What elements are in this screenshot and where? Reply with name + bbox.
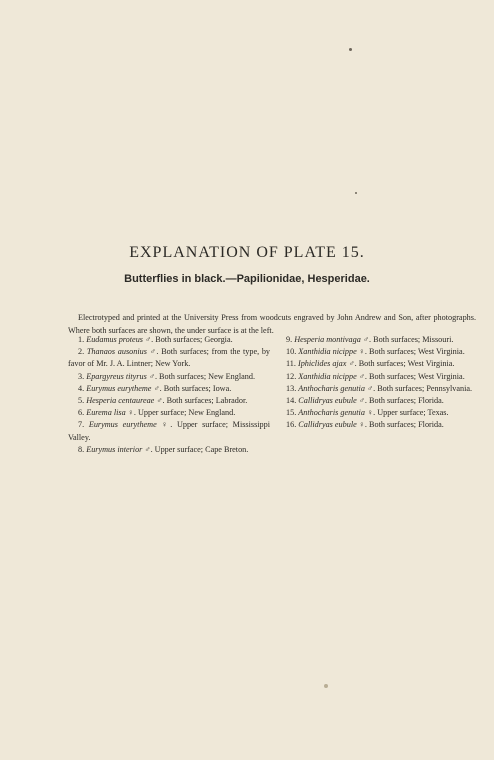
list-item: 3. Epargyreus tityrus ♂. Both surfaces; New England. — [78, 371, 255, 381]
list-item: 15. Anthocharis genutia ♀. Upper surface; Texas. — [286, 408, 449, 418]
list-item: 4. Eurymus eurytheme ♂. Both surfaces; Iowa. — [78, 383, 232, 393]
list-item: 13. Anthocharis genutia ♂. Both surfaces; Pennsylvania. — [286, 383, 473, 393]
list-item: 14. Callidryas eubule ♂. Both surfaces; Florida. — [286, 396, 444, 406]
paper-speck — [355, 192, 357, 194]
intro-paragraph: Electrotyped and printed at the University Press from woodcuts engraved by John Andrew and Son, after photographs. Where both surfaces are shown, the under surface is at the left. — [68, 313, 476, 336]
list-item: 11. Iphiclides ajax ♂. Both surfaces; West Virginia. — [286, 359, 455, 369]
page-subtitle: Butterflies in black.—Papilionidae, Hesperidae. — [124, 273, 370, 285]
list-item: 10. Xanthidia nicippe ♀. Both surfaces; West Virginia. — [286, 347, 465, 357]
list-item: 7. Eurymus eurytheme ♀. Upper surface; Mississippi Valley. — [68, 420, 270, 442]
list-item: 2. Thanaos ausonius ♂. Both surfaces; from the type, by favor of Mr. J. A. Lintner; New York. — [68, 347, 271, 369]
list-item: 12. Xanthidia nicippe ♂. Both surfaces; West Virginia. — [286, 371, 465, 381]
paper-speck — [349, 48, 352, 51]
list-item: 8. Eurymus interior ♂. Upper surface; Cape Breton. — [78, 444, 249, 454]
right-column — [276, 334, 478, 432]
paper-speck — [324, 684, 328, 688]
list-item: 9. Hesperia montivaga ♂. Both surfaces; Missouri. — [286, 335, 454, 344]
list-item: 16. Callidryas eubule ♀. Both surfaces; Florida. — [286, 420, 444, 430]
list-item: 6. Eurema lisa ♀. Upper surface; New England. — [78, 408, 236, 418]
list-item: 5. Hesperia centaureae ♂. Both surfaces; Labrador. — [78, 396, 248, 406]
left-column — [68, 334, 270, 456]
page-title: EXPLANATION OF PLATE 15. — [129, 244, 365, 261]
list-item: 1. Eudamus proteus ♂. Both surfaces; Georgia. — [78, 335, 233, 344]
